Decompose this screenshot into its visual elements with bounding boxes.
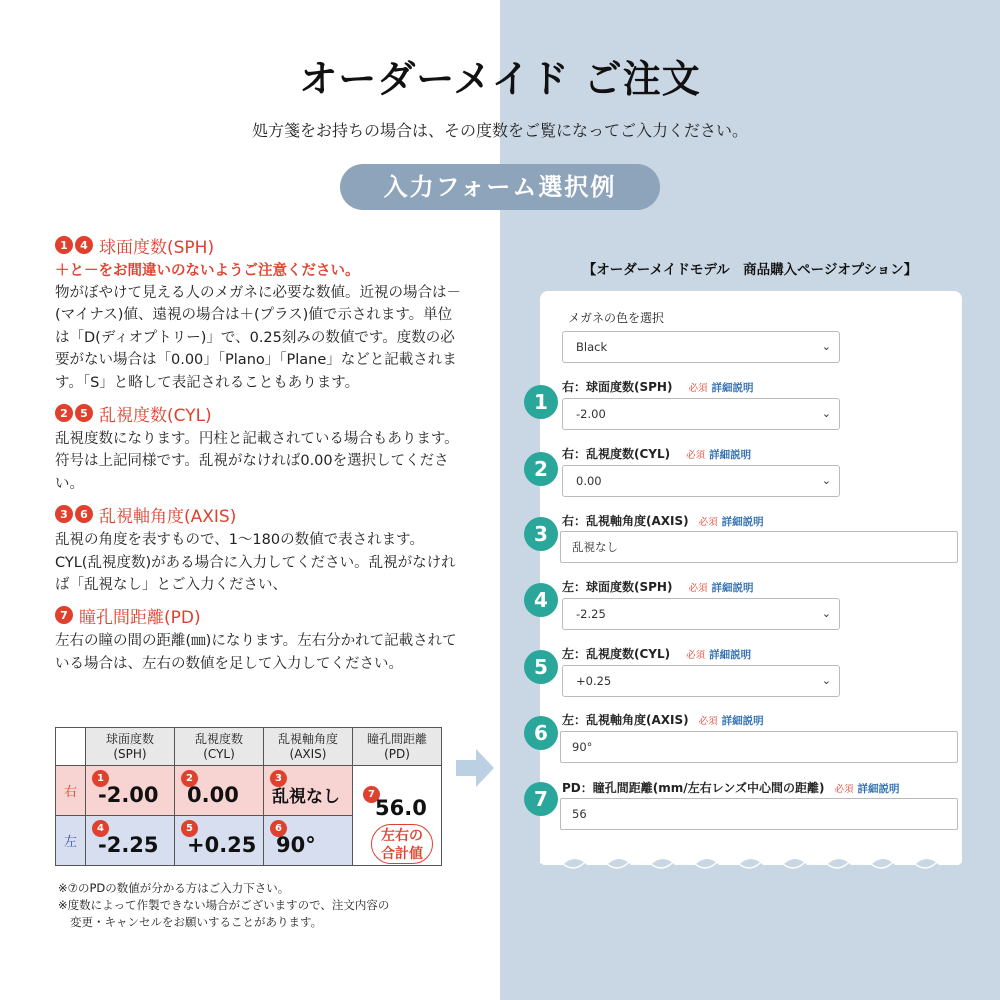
axis-heading-label: 乱視軸角度(AXIS)	[99, 506, 237, 527]
explanation-column	[55, 232, 465, 681]
sph-body: 物がぼやけて見える人のメガネに必要な数値。近視の場合は－(マイナス)値、遠視の場合は＋(プラス)値で示されます。単位は「D(ディオプトリー)」で、0.25刻みの数値です。度数の必要がない場合は「0.00」「Plano」「Plane」などと記載されます。「S」と略して表記されることもあります。	[55, 285, 461, 391]
prescription-table	[55, 727, 442, 866]
chevron-down-icon: ⌄	[821, 474, 831, 487]
details-link[interactable]: 詳細説明	[711, 582, 754, 594]
number-badge: 2	[181, 770, 198, 787]
row-label-left: 左	[56, 816, 86, 866]
table-header-cyl: 乱視度数 (CYL)	[175, 728, 264, 766]
details-link[interactable]: 詳細説明	[709, 449, 752, 461]
chevron-down-icon: ⌄	[821, 407, 831, 420]
left-axis-input[interactable]: 90°	[560, 731, 958, 763]
chevron-down-icon: ⌄	[821, 674, 831, 687]
table-header-sph: 球面度数 (SPH)	[86, 728, 175, 766]
axis-body: 乱視の角度を表すもので、1～180の数値で表されます。CYL(乱視度数)がある場合に入力してください。乱視がなければ「乱視なし」とご入力ください、	[55, 532, 456, 594]
left-sph-select[interactable]: -2.25 ⌄	[562, 598, 840, 630]
step-badge: 1	[524, 385, 558, 419]
option-panel-heading: 【オーダーメイドモデル 商品購入ページオプション】	[582, 262, 918, 278]
step-badge: 6	[524, 716, 558, 750]
field-label-pd: PD：瞳孔間距離(mm/左右レンズ中心間の距離) 必須 詳細説明	[562, 781, 900, 795]
page-title: オーダーメイド ご注文	[299, 57, 701, 101]
number-badge: 6	[270, 820, 287, 837]
step-badge: 2	[524, 452, 558, 486]
number-badge: 3	[270, 770, 287, 787]
color-label: メガネの色を選択	[568, 311, 665, 325]
details-link[interactable]: 詳細説明	[857, 783, 900, 795]
table-corner	[56, 728, 86, 766]
pd-body: 左右の瞳の間の距離(㎜)になります。左右分かれて記載されている場合は、左右の数値を足して入力してください。	[55, 633, 457, 672]
pd-input[interactable]: 56	[560, 798, 958, 830]
right-axis-cell: 3 乱視なし	[264, 766, 353, 816]
number-badge: 7	[55, 606, 73, 624]
field-label-left-cyl: 左：乱視度数(CYL) 必須 詳細説明	[562, 647, 752, 661]
table-header-axis: 乱視軸角度 (AXIS)	[264, 728, 353, 766]
wave-divider	[520, 850, 980, 884]
number-badge: 1	[92, 770, 109, 787]
details-link[interactable]: 詳細説明	[709, 649, 752, 661]
cyl-body: 乱視度数になります。円柱と記載されている場合もあります。符号は上記同様です。乱視がなければ0.00を選択してください。	[55, 431, 459, 492]
right-sph-select[interactable]: -2.00 ⌄	[562, 398, 840, 430]
cyl-heading-label: 乱視度数(CYL)	[99, 405, 212, 426]
page-subtitle: 処方箋をお持ちの場合は、その度数をご覧になってご入力ください。	[251, 121, 748, 140]
number-badge: 4	[75, 236, 93, 254]
pd-value: 56.0	[375, 796, 427, 820]
step-badge: 3	[524, 517, 558, 551]
row-label-right: 右	[56, 766, 86, 816]
pd-heading-label: 瞳孔間距離(PD)	[79, 607, 201, 628]
step-badge: 7	[524, 782, 558, 816]
left-cyl-select[interactable]: +0.25 ⌄	[562, 665, 840, 697]
step-badge: 5	[524, 650, 558, 684]
right-sph-cell: 1 -2.00	[86, 766, 175, 816]
pd-heading	[55, 602, 465, 628]
field-label-right-sph: 右：球面度数(SPH) 必須 詳細説明	[562, 380, 754, 394]
details-link[interactable]: 詳細説明	[721, 516, 764, 528]
field-label-left-axis: 左：乱視軸角度(AXIS) 必須 詳細説明	[562, 713, 764, 727]
number-badge: 6	[75, 505, 93, 523]
details-link[interactable]: 詳細説明	[711, 382, 754, 394]
color-select[interactable]: Black ⌄	[562, 331, 840, 363]
details-link[interactable]: 詳細説明	[721, 715, 764, 727]
sph-warning: ＋と－をお間違いのないようご注意ください。	[55, 263, 360, 279]
number-badge: 4	[92, 820, 109, 837]
right-cyl-select[interactable]: 0.00 ⌄	[562, 465, 840, 497]
left-cyl-cell: 5 +0.25	[175, 816, 264, 866]
number-badge: 7	[363, 786, 380, 803]
chevron-down-icon: ⌄	[821, 607, 831, 620]
chevron-down-icon: ⌄	[821, 340, 831, 353]
number-badge: 5	[75, 404, 93, 422]
left-axis-cell: 6 90°	[264, 816, 353, 866]
step-badge: 4	[524, 583, 558, 617]
number-badge: 5	[181, 820, 198, 837]
pd-sum-note: 左右の 合計値	[371, 824, 433, 864]
section-pill: 入力フォーム選択例	[340, 164, 660, 210]
left-sph-cell: 4 -2.25	[86, 816, 175, 866]
cyl-heading	[55, 400, 465, 426]
sph-heading-label: 球面度数(SPH)	[99, 237, 215, 258]
pd-cell	[353, 766, 442, 866]
arrow-right-icon	[452, 745, 498, 791]
number-badge: 3	[55, 505, 73, 523]
number-badge: 2	[55, 404, 73, 422]
sph-heading	[55, 232, 465, 258]
number-badge: 1	[55, 236, 73, 254]
right-axis-input[interactable]: 乱視なし	[560, 531, 958, 563]
field-label-right-cyl: 右：乱視度数(CYL) 必須 詳細説明	[562, 447, 752, 461]
field-label-right-axis: 右：乱視軸角度(AXIS) 必須 詳細説明	[562, 514, 764, 528]
right-cyl-cell: 2 0.00	[175, 766, 264, 816]
notes: ※⑦のPDの数値が分かる方はご入力下さい。 ※度数によって作製できない場合がございますので、注文内容の 変更・キャンセルをお願いすることがあります。	[58, 881, 390, 929]
axis-heading	[55, 501, 465, 527]
field-label-left-sph: 左：球面度数(SPH) 必須 詳細説明	[562, 580, 754, 594]
table-header-pd: 瞳孔間距離 (PD)	[353, 728, 442, 766]
